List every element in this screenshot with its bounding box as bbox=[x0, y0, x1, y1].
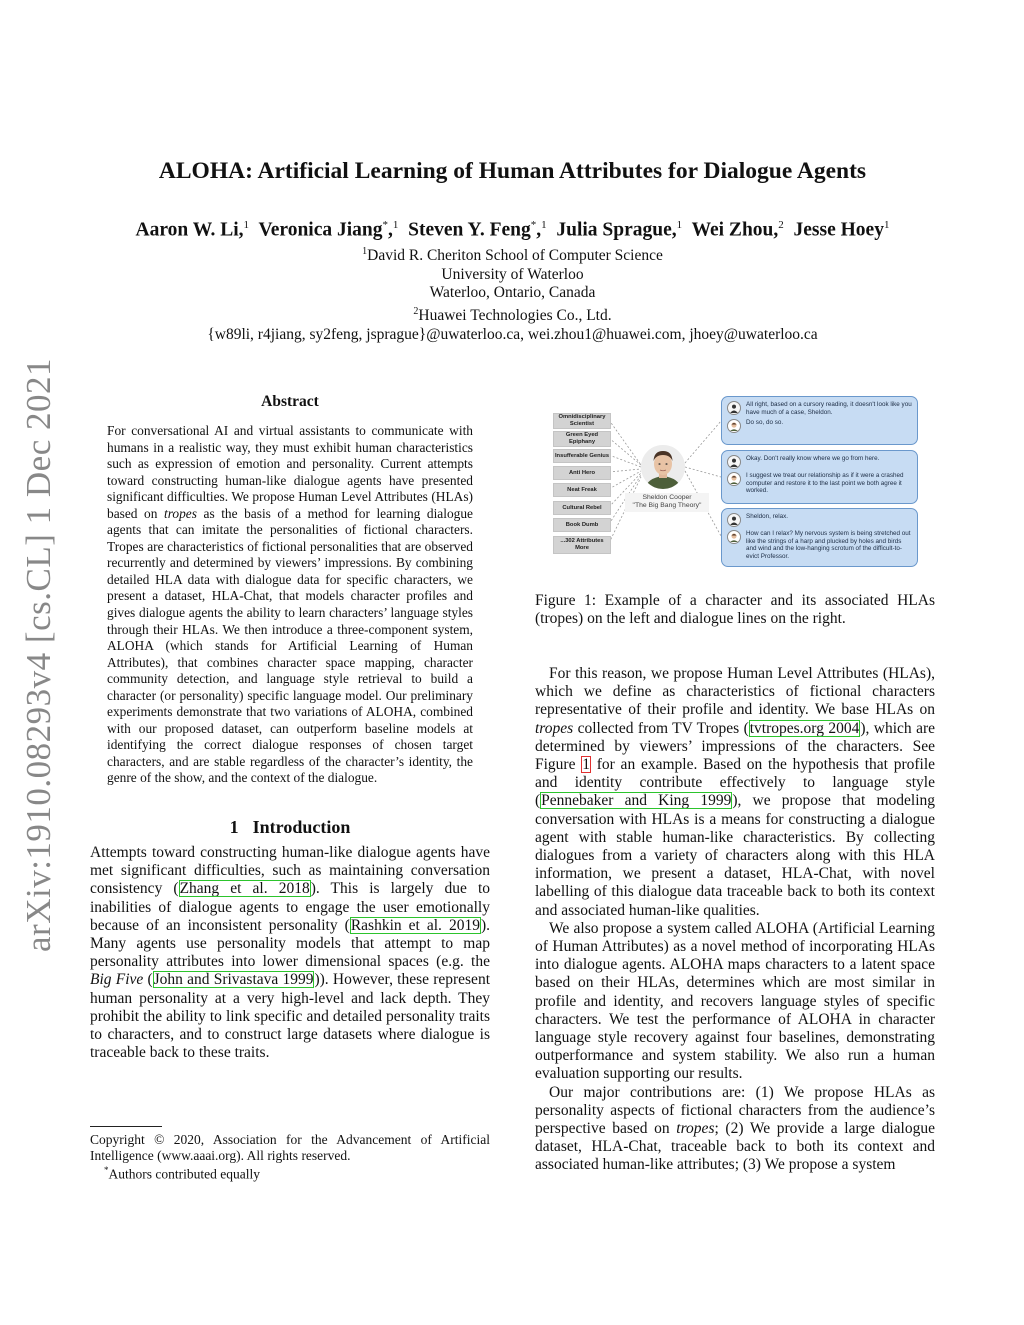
hla-tag: Anti Hero bbox=[553, 466, 611, 480]
author-name: Veronica Jiang bbox=[258, 219, 383, 241]
figure-1 bbox=[535, 393, 935, 583]
character-avatar-icon bbox=[727, 472, 741, 486]
character-name: Sheldon Cooper bbox=[642, 494, 692, 501]
text-run: for an example. Based on the hypothesis that profile and identity contribute effectively to language style ( bbox=[535, 756, 936, 810]
hla-tag: Book Dumb bbox=[553, 518, 611, 532]
dialogue-text: I suggest we treat our relationship as if it were a crashed computer and restore it to the last point we both agree it worked. bbox=[746, 472, 904, 495]
dialogue-line bbox=[727, 513, 912, 527]
dialogue-text: Okay. Don't really know where we go from here. bbox=[746, 455, 880, 462]
dialogue-text: How can I relax? My nervous system is being stretched out like the strings of a harp and plucked by holes and birds and wind and the low-hanging scrotum of the difficult-to-evict Professor. bbox=[746, 530, 911, 560]
character-avatar-icon bbox=[727, 530, 741, 544]
dialogue-text: Do so, do so. bbox=[746, 419, 784, 427]
affiliations bbox=[90, 243, 935, 344]
abstract-emphasis: tropes bbox=[163, 505, 197, 521]
dialogue-bubble bbox=[721, 508, 918, 567]
body-paragraph bbox=[535, 1084, 935, 1175]
affiliation-1-univ: University of Waterloo bbox=[441, 265, 584, 283]
figure-reference-link[interactable]: 1 bbox=[582, 756, 590, 774]
hla-tag: Omnidisciplinary Scientist bbox=[553, 413, 611, 429]
author-name: Aaron W. Li, bbox=[135, 219, 244, 241]
text-emphasis: tropes bbox=[676, 1120, 715, 1138]
dialogue-line bbox=[727, 472, 912, 495]
hla-tag: Neat Freak bbox=[553, 483, 611, 497]
author-name: Julia Sprague, bbox=[556, 219, 677, 241]
affil-mark: 2 bbox=[413, 305, 419, 317]
character-portrait-image bbox=[641, 445, 685, 489]
author-affil-mark: 1 bbox=[392, 219, 399, 231]
section-heading-introduction bbox=[90, 817, 490, 838]
character-show: "The Big Bang Theory" bbox=[632, 502, 702, 510]
equal-contribution-note bbox=[90, 1163, 490, 1182]
text-run: Attempts toward constructing human-like dialogue agents have met significant difficulties, such as maintaining conversation consistency ( bbox=[90, 844, 490, 898]
abstract-heading: Abstract bbox=[261, 393, 319, 410]
character-label bbox=[625, 493, 709, 512]
hla-tag: Cultural Rebel bbox=[553, 501, 611, 515]
footnote-star: * bbox=[104, 1165, 109, 1176]
dialogue-line bbox=[727, 401, 912, 416]
left-column bbox=[90, 393, 490, 1062]
abstract-part: as the basis of a method for learning dialogue agents that can imitate the personalities of fictional characters. Tropes are characteristics of fictional personalities that are observed recurrently and determined by viewers’ impressions. By combining detailed HLA data with dialogue data for specific characters, we present a dataset, HLA-Chat, that models character profiles and gives dialogue agents the ability to learn characters’ language styles through their HLAs. We then introduce a three-component system, ALOHA (which stands for Artificial Learning of Human Attributes), that combines character space mapping, character community detection, and language style retrieval to build a character (or personality) specific language model. Our preliminary experiments demonstrate that two variations of ALOHA, combined with our proposed dataset, can outperform baseline models at identifying the correct dialogue responses of chosen target characters, and are stable regardless of the character’s identity, the genre of the show, and the context of the dialogue. bbox=[107, 505, 473, 786]
text-run: ). Many agents use personality models that attempt to map personality attributes into lower dimensional spaces (e.g. the bbox=[90, 916, 490, 971]
body-paragraph bbox=[535, 665, 935, 920]
abstract-part: For conversational AI and virtual assistants to communicate with humans in a realistic way, they must exhibit human characteristics such as expression of emotion and personality. Current attempts toward constructing human-like dialogue agents have presented significant difficulties. We propose Human Level Attributes (HLAs) based on bbox=[107, 423, 473, 521]
text-run: collected from TV Tropes ( bbox=[573, 719, 749, 737]
affiliation-1-city: Waterloo, Ontario, Canada bbox=[429, 284, 596, 302]
arxiv-stamp bbox=[4, 358, 74, 952]
hla-tag: Insufferable Genius bbox=[553, 449, 611, 463]
body-paragraph: We also propose a system called ALOHA (Artificial Learning of Human Attributes) as a novel method of incorporating HLAs into dialogue agents. ALOHA maps characters to a latent space based on their HLAs, determines which are most similar in profile and identity, and recovers language styles of specific characters. We test the performance of ALOHA in character language style recovery against four baselines, demonstrating outperformance and system stability. We also run a human evaluation supporting our results. bbox=[535, 919, 935, 1083]
right-column bbox=[535, 665, 935, 1175]
paper-title: ALOHA: Artificial Learning of Human Attributes for Dialogue Agents bbox=[158, 158, 867, 184]
dialogue-bubble bbox=[721, 450, 918, 504]
character-avatar-icon bbox=[727, 419, 741, 433]
text-run: ( bbox=[143, 971, 153, 989]
author-comma: , bbox=[388, 219, 393, 241]
author-affil-mark: 2 bbox=[778, 219, 784, 231]
hla-tag: ...302 Attributes More bbox=[553, 536, 611, 554]
character-portrait bbox=[641, 445, 685, 489]
user-avatar-icon bbox=[727, 513, 741, 527]
affil-company: Huawei Technologies Co., Ltd. bbox=[418, 307, 612, 325]
text-run: ), we propose that modeling conversation with HLAs is a means for constructing a dialogue agent with stable human-like characteristics. By collecting dialogues from a variety of characters along with this HLA information, we present a dataset, HLA-Chat, with novel labelling of this dialogue data traceable back to both its context and associated human-like qualities. bbox=[535, 792, 935, 919]
author-name: Jesse Hoey bbox=[793, 219, 884, 241]
dialogue-line bbox=[727, 419, 912, 433]
author-star: * bbox=[530, 219, 537, 231]
author-list bbox=[90, 219, 935, 242]
figure-1-caption: Figure 1: Example of a character and its associated HLAs (tropes) on the left and dialogue lines on the right. bbox=[535, 592, 935, 628]
section-number: 1 bbox=[229, 817, 239, 838]
author-emails: {w89li, r4jiang, sy2feng, jsprague}@uwaterloo.ca, wei.zhou1@huawei.com, jhoey@uwaterloo.ca bbox=[207, 325, 818, 343]
text-run: ). This is largely due to inabilities of dialogue agents to engage the user emotionally because of an inconsistent personality ( bbox=[90, 880, 490, 934]
author-affil-mark: 1 bbox=[883, 219, 890, 231]
text-run: )). However, these represent human personality at a very high-level and lack depth. They prohibit the ability to link specific and detailed personality traits to characters, and to construct large datasets where dialogue is traceable back to these traits. bbox=[90, 971, 490, 1062]
citation-link[interactable]: Zhang et al. 2018 bbox=[179, 880, 310, 898]
citation-link[interactable]: Pennebaker and King 1999 bbox=[541, 792, 732, 810]
text-run: Our major contributions are: (1) We propose HLAs as personality aspects of fictional characters from the audience’s perspective based on bbox=[535, 1083, 935, 1138]
copyright-notice: Copyright © 2020, Association for the Advancement of Artificial Intelligence (www.aaai.org). All rights reserved. bbox=[90, 1132, 490, 1163]
author-name: Wei Zhou, bbox=[691, 219, 779, 241]
affiliation-1 bbox=[90, 243, 935, 266]
text-emphasis: tropes bbox=[535, 719, 574, 737]
author-affil-mark: 1 bbox=[541, 219, 547, 231]
section-title: Introduction bbox=[252, 817, 351, 838]
affiliation-2 bbox=[90, 303, 935, 326]
author-comma: , bbox=[536, 219, 542, 241]
hla-tag: Green Eyed Epiphany bbox=[553, 431, 611, 447]
dialogue-text: All right, based on a cursory reading, it doesn't look like you have much of a case, Sheldon. bbox=[746, 401, 912, 416]
citation-link[interactable]: John and Srivastava 1999 bbox=[153, 971, 314, 989]
author-star: * bbox=[382, 219, 389, 231]
user-avatar-icon bbox=[727, 401, 741, 415]
citation-link[interactable]: Rashkin et al. 2019 bbox=[350, 916, 480, 934]
affil-mark: 1 bbox=[362, 246, 368, 257]
abstract-text bbox=[107, 423, 473, 787]
user-avatar-icon bbox=[727, 455, 741, 469]
footnote bbox=[90, 1132, 490, 1182]
footnote-text: Authors contributed equally bbox=[108, 1166, 260, 1182]
text-run: For this reason, we propose Human Level Attributes (HLAs), which we define as characteristics of fictional characters representative of their profile and identity. We base HLAs on bbox=[535, 665, 935, 719]
dialogue-line bbox=[727, 530, 912, 560]
author-affil-mark: 1 bbox=[243, 219, 250, 231]
author-name: Steven Y. Feng bbox=[408, 219, 531, 241]
text-run: ; (2) We provide a large dialogue dataset, HLA-Chat, traceable back to both its context and associated human-like attributes; (3) We propose a system bbox=[535, 1120, 935, 1174]
dialogue-bubble bbox=[721, 396, 918, 445]
footnote-rule bbox=[90, 1126, 162, 1127]
text-emphasis: Big Five bbox=[90, 971, 144, 989]
dialogue-line bbox=[727, 455, 912, 469]
intro-paragraph bbox=[90, 844, 490, 1062]
dialogue-text: Sheldon, relax. bbox=[746, 513, 789, 520]
affil-school: David R. Cheriton School of Computer Science bbox=[367, 247, 663, 265]
author-affil-mark: 1 bbox=[676, 219, 683, 231]
arxiv-id: arXiv:1910.08293v4 [cs.CL] 1 Dec 2021 bbox=[19, 358, 59, 952]
citation-link[interactable]: tvtropes.org 2004 bbox=[749, 719, 860, 737]
text-run: ), which are determined by viewers’ impressions of the characters. See Figure bbox=[535, 719, 936, 774]
